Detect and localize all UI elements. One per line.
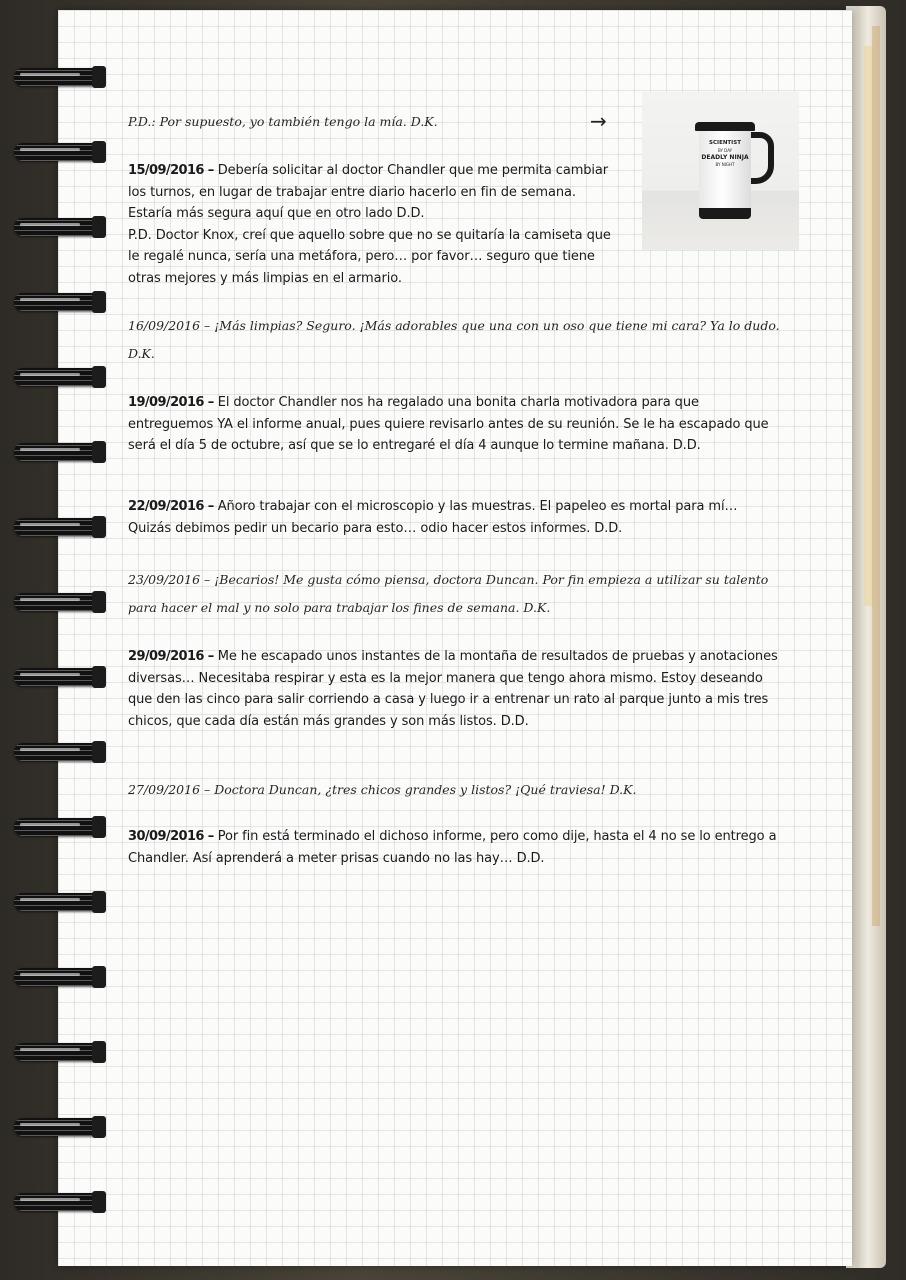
entry-date: 22/09/2016 – [128,499,214,514]
spiral-ring [14,437,106,467]
mug-print [699,140,751,168]
entry-date: 16/09/2016 – [128,318,211,333]
entry-text: El doctor Chandler nos ha regalado una bonita charla motivadora para que entreguemos YA el informe anual, pues quiere revisarlo antes de su reunión. Se le ha escapado que será el día 5 de octubre, así que se lo entregaré el día 4 aunque lo termine mañana. D.D. [128,395,769,453]
spiral-ring [14,212,106,242]
mug-text-line: SCIENTIST [709,140,741,146]
entry-text: ¡Becarios! Me gusta cómo piensa, doctora Duncan. Por fin empieza a utilizar su talento para hacer el mal y no solo para trabajar los fines de semana. D.K. [128,572,769,615]
mug-base [699,208,751,219]
diary-entry [128,826,780,869]
spiral-ring [14,887,106,917]
spiral-ring [14,512,106,542]
spiral-ring [14,362,106,392]
spiral-ring [14,287,106,317]
spiral-ring [14,962,106,992]
mug-photo [642,92,799,250]
diary-entry [128,312,780,368]
spiral-ring [14,737,106,767]
diary-entry [128,776,780,804]
mug-text-line: BY DAY [717,148,733,153]
entry-text: Por fin está terminado el dichoso informe, pero como dije, hasta el 4 no se lo entrego a Chandler. Así aprenderá a meter prisas cuando no las hay… D.D. [128,829,777,866]
entry-date: 30/09/2016 – [128,829,214,844]
diary-entry [128,160,620,289]
spiral-ring [14,587,106,617]
diary-entry [128,566,780,622]
diary-entry [128,392,780,457]
mug-lid [695,122,755,131]
entry-text: Me he escapado unos instantes de la montaña de resultados de pruebas y anotaciones diversas… Necesitaba respirar y esta es la mejor manera que tengo ahora mismo. Estoy deseando que den las cinco para salir corriendo a casa y luego ir a entrenar un rato al parque junto a mis tres chicos, que cada día están más grandes y son más listos. D.D. [128,649,778,729]
mug-text-line: BY NIGHT [715,162,735,167]
diary-entry [128,496,780,539]
spiral-ring [14,662,106,692]
entry-date: 27/09/2016 – [128,782,211,797]
spiral-ring [14,1037,106,1067]
entry-date: 15/09/2016 – [128,163,214,178]
entry-date: 29/09/2016 – [128,649,214,664]
entry-date: 19/09/2016 – [128,395,214,410]
entry-text: ¡Más limpias? Seguro. ¡Más adorables que una con un oso que tiene mi cara? Ya lo dudo. D.K. [128,318,780,361]
entry-date: 23/09/2016 – [128,572,211,587]
diary-entry [128,646,780,732]
spiral-ring [14,137,106,167]
spiral-ring [14,1112,106,1142]
spiral-ring [14,812,106,842]
notebook-page-edges [846,6,886,1268]
spiral-ring [14,62,106,92]
entry-text: Doctora Duncan, ¿tres chicos grandes y listos? ¡Qué traviesa! D.K. [210,782,637,797]
entry-postscript: P.D. Doctor Knox, creí que aquello sobre que no se quitaría la camiseta que le regalé nunca, sería una metáfora, pero… por favor… seguro que tiene otras mejores y más limpias en el armario. [128,227,611,286]
entry-text: Debería solicitar al doctor Chandler que me permita cambiar los turnos, en lugar de trabajar entre diario hacerlo en fin de semana. Estaría más segura aquí que en otro lado D.D. [128,163,609,221]
postscript-dk: P.D.: Por supuesto, yo también tengo la mía. D.K. [128,114,438,129]
entry-text: Añoro trabajar con el microscopio y las muestras. El papeleo es mortal para mí… Quizás debimos pedir un becario para esto… odio hacer estos informes. D.D. [128,499,738,536]
spiral-ring [14,1187,106,1217]
arrow-right-icon: → [590,109,607,133]
mug-text-line: DEADLY NINJA [701,154,749,161]
